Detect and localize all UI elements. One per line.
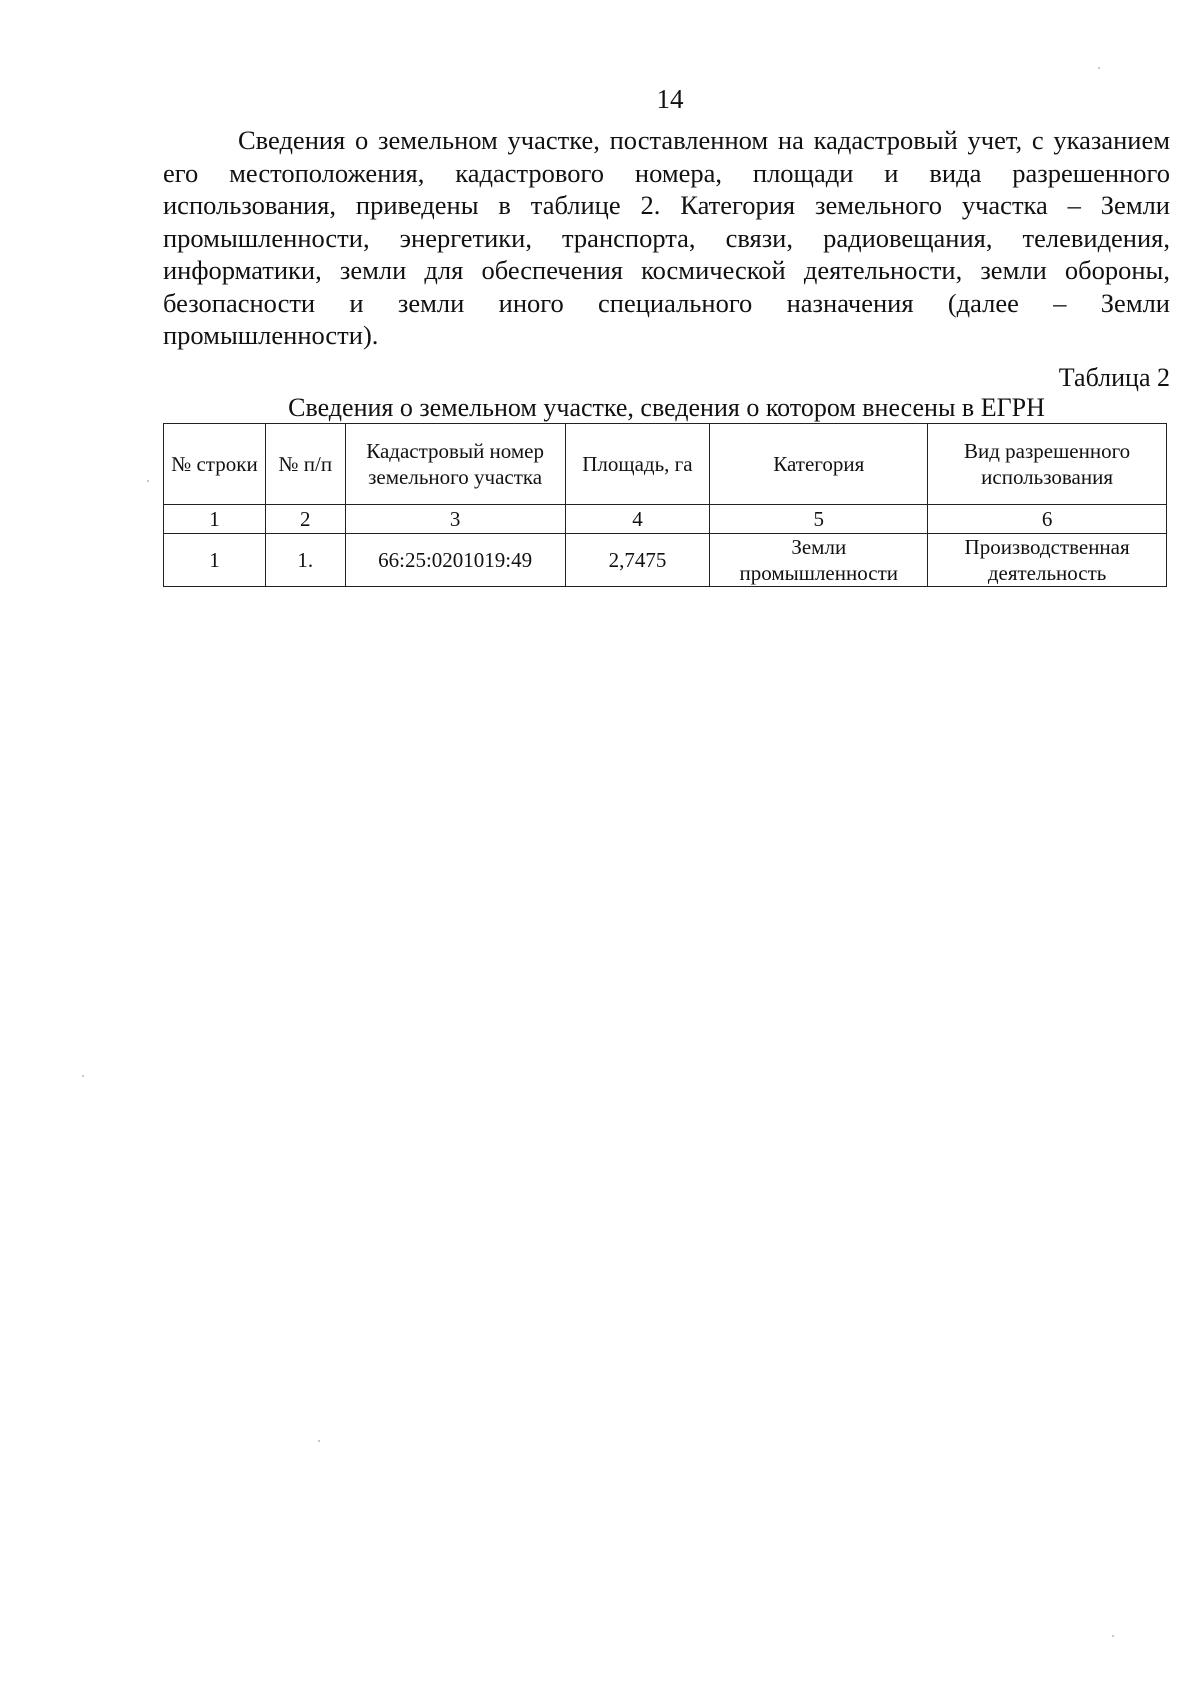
scan-speck [1112,1635,1114,1637]
cell-permitted-use: Производственная деятельность [928,534,1167,587]
header-item-number: № п/п [265,424,345,505]
column-number: 3 [345,505,565,534]
scan-speck [318,1440,320,1442]
land-plot-table [163,423,1167,587]
header-permitted-use: Вид разрешенного использования [928,424,1167,505]
cell-row-number: 1 [164,534,266,587]
header-cadastral-number: Кадастровый номер земельного участка [345,424,565,505]
page-number: 14 [656,84,684,114]
header-category: Категория [710,424,928,505]
scan-speck [1098,67,1100,69]
table-row [164,534,1167,587]
scan-speck [82,1075,84,1077]
column-number: 5 [710,505,928,534]
column-number: 4 [565,505,710,534]
column-numbers-row [164,505,1167,534]
cell-item-number: 1. [265,534,345,587]
header-area: Площадь, га [565,424,710,505]
scan-speck [147,480,149,482]
table-label: Таблица 2 [1058,363,1170,392]
cell-cadastral-number: 66:25:0201019:49 [345,534,565,587]
table-title: Сведения о земельном участке, сведения о котором внесены в ЕГРН [288,393,1045,422]
cell-area: 2,7475 [565,534,710,587]
column-number: 1 [164,505,266,534]
cell-category: Земли промышленности [710,534,928,587]
column-number: 6 [928,505,1167,534]
intro-paragraph: Сведения о земельном участке, поставленном на кадастровый учет, с указанием его местоположения, кадастрового номера, площади и вида разрешенного использования, приведены в таблице 2. Категория земельного участка – Земли промышленности, энергетики, транспорта, связи, радиовещания, телевидения, информатики, земли для обеспечения космической деятельности, земли обороны, безопасности и земли иного специального назначения (далее – Земли промышленности). [163,125,1170,350]
header-row-number: № строки [164,424,266,505]
table-header-row [164,424,1167,505]
column-number: 2 [265,505,345,534]
